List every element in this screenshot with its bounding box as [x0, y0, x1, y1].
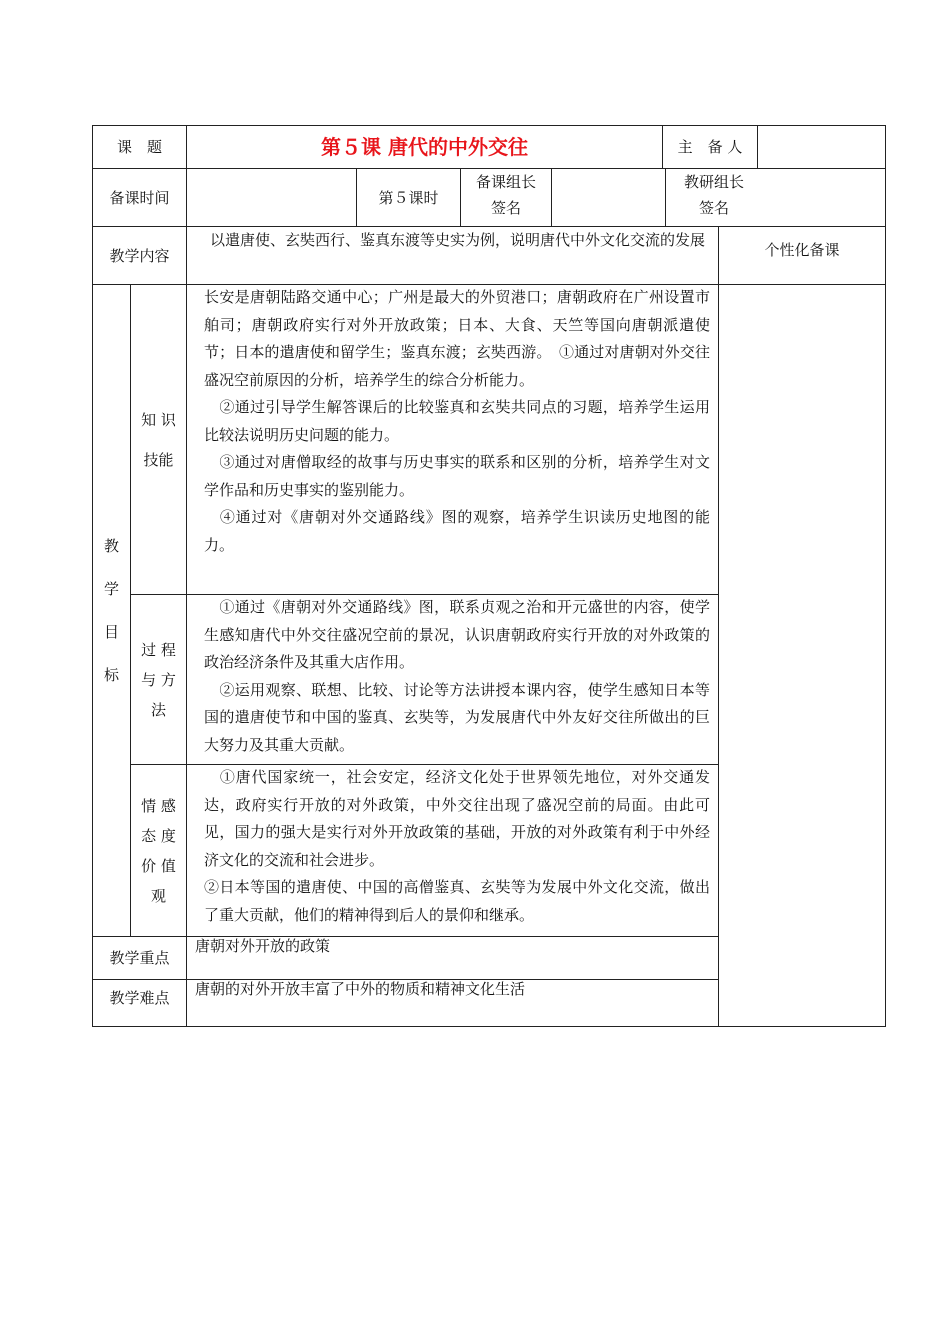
process-methods-text: ①通过《唐朝对外交通路线》图，联系贞观之治和开元盛世的内容，使学生感知唐代中外交往盛况空前的景况，认识唐朝政府实行开放的对外政策的政治经济条件及其重大店作用。 ②运用观察、联想、比较、讨论等方法讲授本课内容，使学生感知日本等国的遣唐使节和中国的鉴真、玄奘等，为发展唐代中外友好交往所做出的巨大努力及其重大贡献。 — [204, 598, 710, 754]
difficulty-label: 教学难点 — [109, 989, 170, 1007]
process-methods-label: 过 程 与 方 法 — [141, 640, 176, 719]
preparer-label: 主 备 人 — [677, 138, 743, 156]
knowledge-skills-label: 知 识 技能 — [141, 410, 176, 469]
preparer-value — [758, 126, 885, 168]
prep-time-value — [187, 169, 356, 226]
key-point-text: 唐朝对外开放的政策 — [195, 937, 331, 955]
period-label: 第５课时 — [378, 188, 439, 207]
group-leader-value — [552, 169, 665, 226]
emotion-attitude-values-label: 情 感 态 度 价 值 观 — [141, 796, 176, 905]
knowledge-skills-text: 长安是唐朝陆路交通中心；广州是最大的外贸港口；唐朝政府在广州设置市舶司；唐朝政府实行对外开放政策；日本、大食、天竺等国向唐朝派遣使节；日本的遣唐使和留学生；鉴真东渡；玄奘西游。 ①通过对唐朝对外交往盛况空前原因的分析，培养学生的综合分析能力。 ②通过引导学生解答课后的比较鉴真和玄奘共同点的习题，培养学生运用比较法说明历史问题的能力。 ③通过对唐僧取经的故事与历史事实的联系和区别的分析，培养学生对文学作品和历史事实的鉴别能力。 ④通过对《唐朝对外交通路线》图的观察，培养学生识读历史地图的能力。 — [204, 288, 710, 554]
difficulty-text: 唐朝的对外开放丰富了中外的物质和精神文化生活 — [195, 980, 526, 998]
teaching-content-label: 教学内容 — [109, 246, 170, 265]
group-leader-label: 备课组长 签名 — [475, 173, 536, 217]
teaching-goals-label: 教 学 目 标 — [103, 536, 119, 684]
research-leader-label: 教研组长 签名 — [683, 173, 744, 217]
personal-prep-label: 个性化备课 — [764, 240, 840, 259]
prep-time-label: 备课时间 — [109, 188, 170, 207]
lesson-title: 第５课 唐代的中外交往 — [321, 135, 528, 159]
teaching-content-text: 以遣唐使、玄奘西行、鉴真东渡等史实为例，说明唐代中外文化交流的发展 — [195, 231, 706, 249]
key-point-label: 教学重点 — [109, 949, 170, 967]
emotion-attitude-values-text: ①唐代国家统一，社会安定，经济文化处于世界领先地位，对外交通发达，政府实行开放的对外政策，中外交往出现了盛况空前的局面。由此可见，国力的强大是实行对外开放政策的基础，开放的对外政策有利于中外经济文化的交流和社会进步。 ②日本等国的遣唐使、中国的高僧鉴真、玄奘等为发展中外文化交流，做出了重大贡献，他们的精神得到后人的景仰和继承。 — [204, 768, 710, 924]
subject-label: 课 题 — [116, 138, 162, 156]
